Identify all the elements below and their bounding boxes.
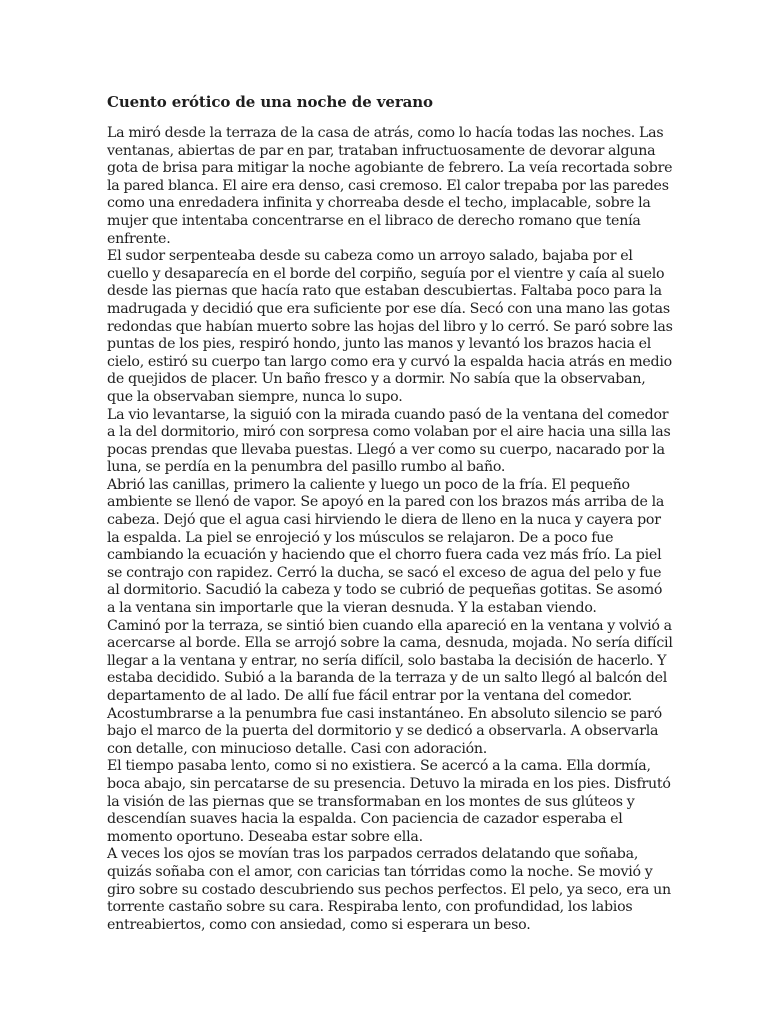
paragraph-7: El tiempo pasaba lento, como si no existiera. Se acercó a la cama. Ella dormía, boca abajo, sin percatarse de su presencia. Detuvo la mirada en los pies. Disfrutó la visión de las piernas que se transformaban en los montes de sus glúteos y descendían suaves hacia la espalda. Con paciencia de cazador esperaba el momento oportuno. Deseaba estar sobre ella. [107,758,671,845]
paragraph-2: El sudor serpenteaba desde su cabeza como un arroyo salado, bajaba por el cuello y desaparecía en el borde del corpiño, seguía por el vientre y caía al suelo desde las piernas que hacía rato que estaban descubiertas. Faltaba poco para la madrugada y decidió que era suficiente por ese día. Secó con una mano las gotas redondas que habían muerto sobre las hojas del libro y lo cerró. Se paró sobre las puntas de los pies, respiró hondo, junto las manos y levantó los brazos hacia el cielo, estiró su cuerpo tan largo como era y curvó la espalda hacia atrás en medio de quejidos de placer. Un baño fresco y a dormir. No sabía que la observaban, que la observaban siempre, nunca lo supo. [107,248,673,405]
paragraph-3: La vio levantarse, la siguió con la mirada cuando pasó de la ventana del comedor a la del dormitorio, miró con sorpresa como volaban por el aire hacia una silla las pocas prendas que llevaba puestas. Llegó a ver como su cuerpo, nacarado por la luna, se perdía en la penumbra del pasillo rumbo al baño. [107,406,671,476]
paragraph-1: La miró desde la terraza de la casa de atrás, como lo hacía todas las noches. Las ventanas, abiertas de par en par, trataban infructuosamente de devorar alguna gota de brisa para mitigar la noche agobiante de febrero. La veía recortada sobre la pared blanca. El aire era denso, casi cremoso. El calor trepaba por las paredes como una enredadera infinita y chorreaba desde el techo, implacable, sobre la mujer que intentaba concentrarse en el libraco de derecho romano que tenía enfrente. [107,125,673,247]
paragraph-5: Caminó por la terraza, se sintió bien cuando ella apareció en la ventana y volvió a acercarse al borde. Ella se arrojó sobre la cama, desnuda, mojada. No sería difícil llegar a la ventana y entrar, no sería difícil, solo bastaba la decisión de hacerlo. Y estaba decidido. Subió a la baranda de la terraza y de un salto llegó al balcón del departamento de al lado. De allí fue fácil entrar por la ventana del comedor. [107,617,673,704]
document-title: Cuento erótico de una noche de verano [107,93,433,111]
paragraph-8: A veces los ojos se movían tras los parpados cerrados delatando que soñaba, quizás soñaba con el amor, con caricias tan tórridas como la noche. Se movió y giro sobre su costado descubriendo sus pechos perfectos. El pelo, ya seco, era un torrente castaño sobre su cara. Respiraba lento, con profundidad, los labios entreabiertos, como con ansiedad, como si esperara un beso. [107,846,671,933]
document-body [107,93,673,934]
paragraph-6: Acostumbrarse a la penumbra fue casi instantáneo. En absoluto silencio se paró bajo el marco de la puerta del dormitorio y se dedicó a observarla. A observarla con detalle, con minucioso detalle. Casi con adoración. [107,705,662,757]
paragraph-4: Abrió las canillas, primero la caliente y luego un poco de la fría. El pequeño ambiente se llenó de vapor. Se apoyó en la pared con los brazos más arriba de la cabeza. Dejó que el agua casi hirviendo le diera de lleno en la nuca y cayera por la espalda. La piel se enrojeció y los músculos se relajaron. De a poco fue cambiando la ecuación y haciendo que el chorro fuera cada vez más frío. La piel se contrajo con rapidez. Cerró la ducha, se sacó el exceso de agua del pelo y fue al dormitorio. Sacudió la cabeza y todo se cubrió de pequeñas gotitas. Se asomó a la ventana sin importarle que la vieran desnuda. Y la estaban viendo. [107,476,665,617]
